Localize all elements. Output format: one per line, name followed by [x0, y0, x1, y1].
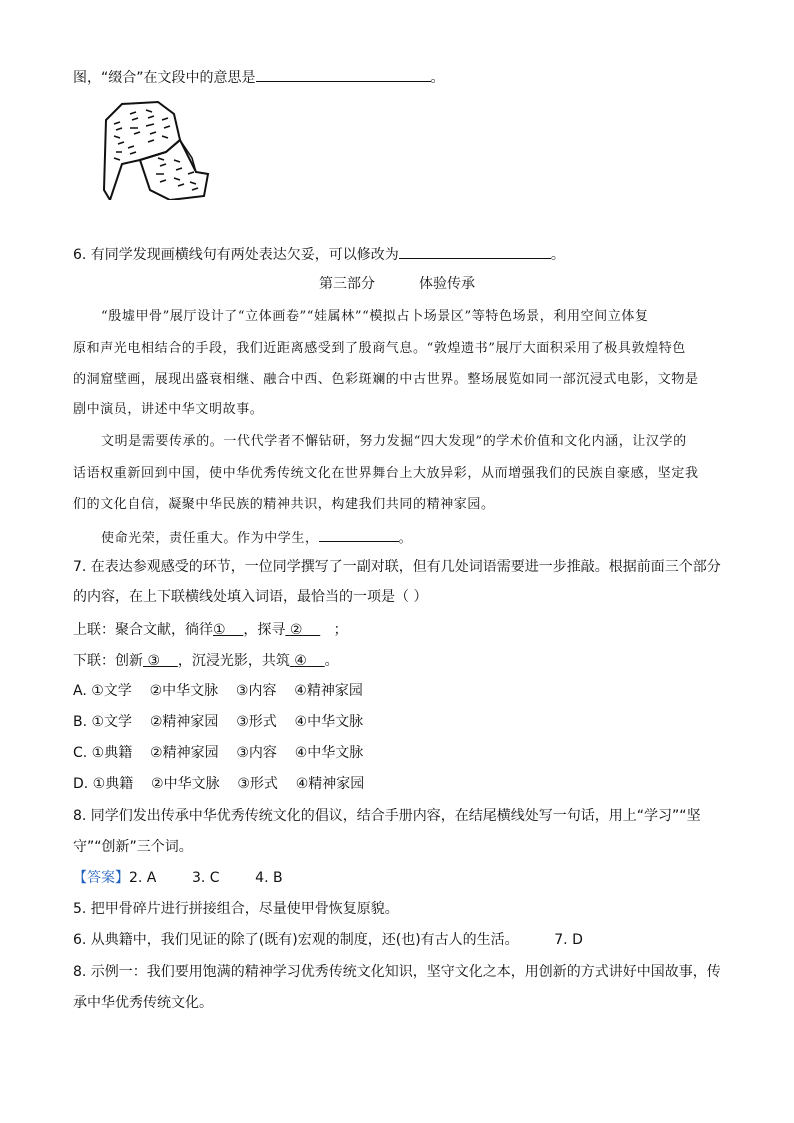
q7-option-d[interactable]: D. ①典籍 ②中华文脉 ③形式 ④精神家园	[73, 776, 365, 792]
q8-line-2: 守”“创新”三个词。	[73, 839, 193, 855]
lower-text-c: 。	[324, 653, 339, 669]
oracle-bone-fragments-figure	[100, 100, 210, 200]
lower-text-b: ，沉浸光影，共筑	[177, 653, 290, 669]
p1-line-3: 的洞窟壁画，展现出盛衰相继、融合中西、色彩斑斓的中古世界。整场展览如同一部沉浸式电影，文物是	[73, 372, 699, 387]
section-subtitle: 体验传承	[419, 276, 475, 292]
upper-text-a: 上联：聚合文献，徜徉	[73, 622, 213, 638]
lower-blank-3[interactable]: ③	[147, 653, 161, 669]
q5-line	[73, 66, 445, 88]
answer-5: 5. 把甲骨碎片进行拼接组合，尽量使甲骨恢复原貌。	[73, 901, 399, 917]
q7-option-c[interactable]: C. ①典籍 ②精神家园 ③内容 ④中华文脉	[73, 745, 364, 761]
lower-text-a: 下联：创新	[73, 653, 143, 669]
q7-line-2: 的内容，在上下联横线处填入词语，最恰当的一项是（ ）	[73, 589, 428, 605]
couplet-upper	[73, 620, 348, 640]
p1-line-4: 剧中演员，讲述中华文明故事。	[73, 402, 264, 417]
q7-option-a[interactable]: A. ①文学 ②中华文脉 ③内容 ④精神家园	[73, 683, 363, 699]
q6-suffix: 。	[550, 247, 565, 263]
lower-blank-4[interactable]: ④	[294, 653, 307, 669]
answers-line-1	[73, 868, 283, 888]
p1-line-2: 原和声光电相结合的手段，我们近距离感受到了殷商气息。“敦煌遗书”展厅大面积采用了极具敦煌特色	[73, 341, 686, 356]
answer-8-line-2: 承中华优秀传统文化。	[73, 995, 213, 1011]
q5-answer-blank[interactable]	[256, 66, 431, 82]
upper-text-b: ，探寻	[243, 622, 286, 638]
answers-2-4: 2. A 3. C 4. B	[129, 870, 283, 886]
p3-suffix: 。	[398, 531, 413, 546]
couplet-lower	[73, 651, 339, 671]
p2-line-3: 们的文化自信，凝聚中华民族的精神共识，构建我们共同的精神家园。	[73, 497, 495, 512]
answer-label: 【答案】	[73, 870, 129, 886]
q6-line	[73, 243, 565, 265]
section-heading	[0, 274, 794, 294]
q5-prefix: 图，“缀合”在文段中的意思是	[73, 70, 256, 86]
upper-text-c: ；	[333, 622, 348, 638]
q8-line-1: 8. 同学们发出传承中华优秀传统文化的倡议，结合手册内容，在结尾横线处写一句话，用上“学习”“坚	[73, 808, 701, 824]
q6-answer-blank[interactable]	[399, 243, 551, 259]
q7-option-b[interactable]: B. ①文学 ②精神家园 ③形式 ④中华文脉	[73, 714, 364, 730]
upper-blank-1[interactable]: ①	[213, 622, 226, 638]
p3-answer-blank[interactable]	[319, 526, 399, 542]
q5-suffix: 。	[430, 70, 445, 86]
q7-line-1: 7. 在表达参观感受的环节，一位同学撰写了一副对联，但有几处词语需要进一步推敲。根据前面三个部分	[73, 559, 721, 575]
q6-prefix: 6. 有同学发现画横线句有两处表达欠妥，可以修改为	[73, 247, 399, 263]
p3-prefix: 使命光荣，责任重大。作为中学生，	[101, 531, 319, 546]
answer-6-7: 6. 从典籍中，我们见证的除了(既有)宏观的制度，还(也)有古人的生活。 7. D	[73, 932, 583, 948]
p3-line	[101, 526, 412, 549]
upper-blank-2[interactable]: ②	[289, 622, 303, 638]
answer-8-line-1: 8. 示例一：我们要用饱满的精神学习优秀传统文化知识，坚守文化之本，用创新的方式讲好中国故事，传	[73, 964, 721, 980]
p2-line-1: 文明是需要传承的。一代代学者不懈钻研，努力发掘“四大发现”的学术价值和文化内涵，让汉学的	[101, 434, 687, 449]
p2-line-2: 话语权重新回到中国，使中华优秀传统文化在世界舞台上大放异彩，从而增强我们的民族自豪感，坚定我	[73, 466, 699, 481]
section-title: 第三部分	[319, 276, 375, 292]
p1-line-1: “殷墟甲骨”展厅设计了“立体画卷”“娃属林”“模拟占卜场景区”等特色场景，利用空间立体复	[101, 309, 649, 324]
